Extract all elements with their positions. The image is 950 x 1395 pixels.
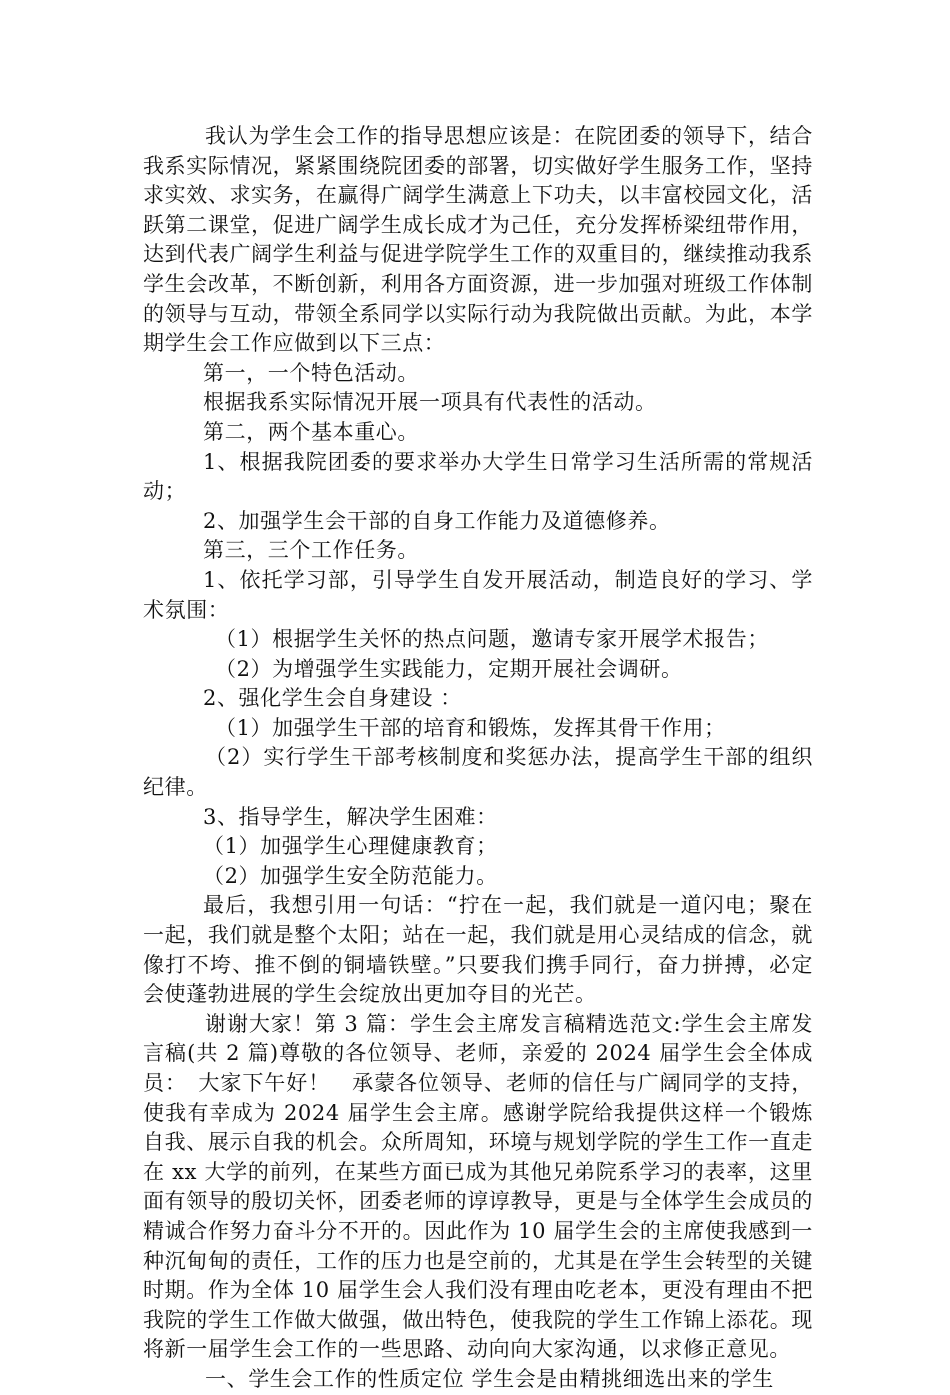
paragraph-second-heading: 第二，两个基本重心。 bbox=[203, 419, 419, 444]
paragraph-second-item-1: 1、根据我院团委的要求举办大学生日常学习生活所需的常规活动； bbox=[143, 449, 813, 504]
paragraph-third-item-1-sub-1: （1）根据学生关怀的热点问题，邀请专家开展学术报告； bbox=[215, 627, 769, 652]
paragraph-third-item-2-sub-1: （1）加强学生干部的培育和锻炼，发挥其骨干作用； bbox=[215, 715, 726, 740]
paragraph-second-item-2: 2、加强学生会干部的自身工作能力及道德修养。 bbox=[203, 508, 671, 533]
paragraph-first-heading: 第一，一个特色活动。 bbox=[203, 360, 419, 385]
paragraph-third-item-3: 3、指导学生，解决学生困难： bbox=[203, 804, 498, 829]
paragraph-third-item-1: 1、依托学习部，引导学生自发开展活动，制造良好的学习、学术氛围： bbox=[143, 567, 813, 622]
paragraph-first-content: 根据我系实际情况开展一项具有代表性的活动。 bbox=[203, 390, 657, 415]
paragraph-third-heading: 第三，三个工作任务。 bbox=[203, 538, 419, 563]
paragraph-third-item-1-sub-2: （2）为增强学生实践能力，定期开展社会调研。 bbox=[215, 656, 683, 681]
paragraph-third-item-3-sub-2: （2）加强学生安全防范能力。 bbox=[203, 863, 498, 888]
paragraph-third-item-3-sub-1: （1）加强学生心理健康教育； bbox=[203, 834, 498, 859]
paragraph-speech-article-3: 谢谢大家！第 3 篇：学生会主席发言稿精选范文:学生会主席发言稿(共 2 篇)尊敬的各位领导、老师，亲爱的 2024 届学生会全体成员： 大家下午好！ 承蒙各位领导、老师的信任与广阔同学的支持，使我有幸成为 2024 届学生会主席。感谢学院给我提供这样一个锻炼自我、展示自我的机会。众所周知，环境与规划学院的学生工作一直走在 xx 大学的前列，在某些方面已成为其他兄弟院系学习的表率，这里面有领导的殷切关怀，团委老师的谆谆教导，更是与全体学生会成员的精诚合作努力奋斗分不开的。因此作为 10 届学生会的主席使我感到一种沉甸甸的责任，工作的压力也是空前的，尤其是在学生会转型的关键时期。作为全体 10 届学生会人我们没有理由吃老本，更没有理由不把我院的学生工作做大做强，做出特色，使我院的学生工作锦上添花。现将新一届学生会工作的一些思路、动向向大家沟通，以求修正意见。 bbox=[143, 1011, 813, 1362]
document-body bbox=[143, 122, 813, 1395]
paragraph-closing-quote: 最后，我想引用一句话：“拧在一起，我们就是一道闪电；聚在一起，我们就是整个太阳；站在一起，我们就是用心灵结成的信念，就像打不垮、推不倒的铜墙铁壁。”只要我们携手同行，奋力拼搏，必定会使蓬勃进展的学生会绽放出更加夺目的光芒。 bbox=[143, 893, 813, 1007]
paragraph-guiding-thought: 我认为学生会工作的指导思想应该是：在院团委的领导下，结合我系实际情况，紧紧围绕院团委的部署，切实做好学生服务工作，坚持求实效、求实务，在赢得广阔学生满意上下功夫，以丰富校园文化，活跃第二课堂，促进广阔学生成长成才为己任，充分发挥桥梁纽带作用，达到代表广阔学生利益与促进学院学生工作的双重目的，继续推动我系学生会改革，不断创新，利用各方面资源，进一步加强对班级工作体制的领导与互动，带领全系同学以实际行动为我院做出贡献。为此，本学期学生会工作应做到以下三点： bbox=[143, 124, 813, 356]
paragraph-third-item-2-sub-2: （2）实行学生干部考核制度和奖惩办法，提高学生干部的组织纪律。 bbox=[143, 745, 813, 800]
paragraph-section-one-heading: 一、学生会工作的性质定位 学生会是由精挑细选出来的学生 bbox=[205, 1366, 774, 1391]
paragraph-third-item-2: 2、强化学生会自身建设 ： bbox=[203, 686, 462, 711]
